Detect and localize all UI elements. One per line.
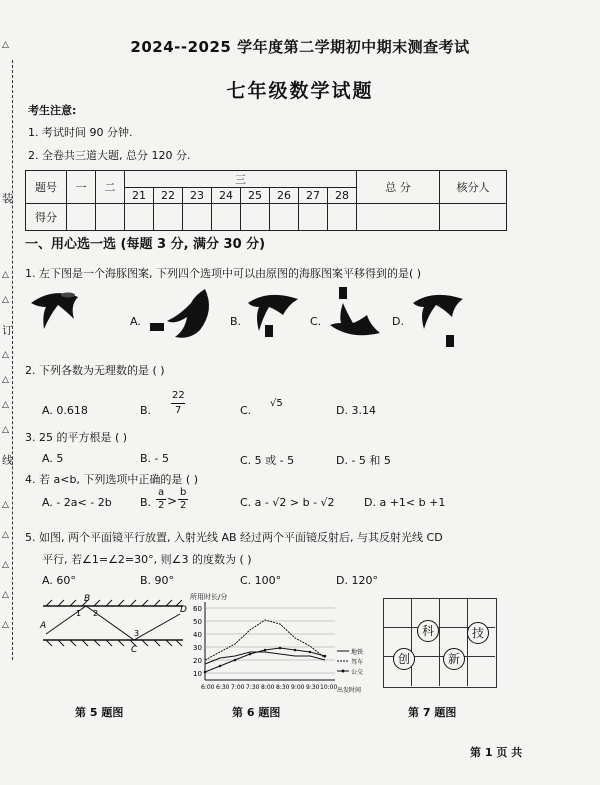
- char-circle: 技: [467, 622, 489, 644]
- question-stem-continued: 平行, 若∠1=∠2=30°, 则∠3 的度数为 ( ): [42, 553, 252, 566]
- table-header-cell: 二: [96, 171, 125, 204]
- point-label: B: [84, 594, 91, 604]
- angle-label: 3: [134, 629, 140, 638]
- series-point: [294, 649, 297, 652]
- triangle-mark: △: [2, 40, 9, 50]
- table-header-cell: 总 分: [357, 171, 440, 204]
- score-cell[interactable]: [328, 204, 357, 231]
- fraction-numerator: 22: [172, 390, 185, 401]
- option-d[interactable]: D. a +1< b +1: [364, 496, 446, 509]
- table-header-cell: 三: [125, 171, 357, 188]
- series-line: [205, 620, 325, 660]
- x-tick-label: 10:00: [320, 684, 338, 691]
- dolphin-original-image: [28, 285, 88, 345]
- score-cell[interactable]: [125, 204, 154, 231]
- option-c[interactable]: C.: [240, 404, 252, 417]
- y-tick-label: 60: [193, 605, 202, 613]
- section-heading: 一、用心选一选 (每题 3 分, 满分 30 分): [25, 237, 266, 252]
- exam-title: 2024--2025 学年度第二学期初中期末测查考试: [130, 38, 470, 56]
- table-row-label: 得分: [26, 204, 67, 231]
- angle-label: 2: [93, 609, 99, 618]
- triangle-mark: △: [2, 375, 9, 385]
- legend-marker: [342, 670, 345, 673]
- score-cell[interactable]: [270, 204, 299, 231]
- series-point: [249, 653, 252, 656]
- score-cell[interactable]: [440, 204, 507, 231]
- legend-label: 驾车: [351, 659, 364, 666]
- x-tick-label: 8:30: [276, 684, 290, 691]
- point-label: D: [180, 605, 187, 615]
- question-stem: 2. 下列各数为无理数的是 ( ): [25, 364, 165, 377]
- series-point: [279, 647, 282, 650]
- chart-y-title: 所用时长/分: [190, 593, 228, 601]
- y-tick-label: 30: [193, 644, 202, 652]
- figure-caption: 第 7 题图: [408, 706, 457, 719]
- dolphin-option-b-image[interactable]: [243, 285, 303, 345]
- x-tick-label: 8:00: [261, 684, 275, 691]
- table-subheader-cell: 24: [212, 188, 241, 204]
- page-number: 第 1 页 共: [470, 746, 523, 759]
- option-a[interactable]: A. 5: [42, 452, 64, 465]
- x-tick-label: 7:00: [231, 684, 245, 691]
- chart-series: [204, 620, 327, 673]
- table-header-cell: 一: [67, 171, 96, 204]
- triangle-mark: △: [2, 500, 9, 510]
- option-b-label[interactable]: B.: [230, 315, 242, 328]
- triangle-mark: △: [2, 270, 9, 280]
- note-item: 1. 考试时间 90 分钟.: [28, 126, 133, 139]
- table-subheader-cell: 22: [154, 188, 183, 204]
- score-cell[interactable]: [154, 204, 183, 231]
- x-axis-title: 出发时间: [337, 687, 362, 694]
- y-tick-label: 50: [193, 618, 202, 626]
- sqrt-value: √5: [270, 398, 283, 409]
- y-tick-label: 40: [193, 631, 202, 639]
- question-stem: 1. 左下图是一个海豚图案, 下列四个选项中可以由原图的海豚图案平移得到的是( ): [25, 267, 422, 280]
- notes-heading: 考生注意:: [28, 104, 77, 117]
- character-grid: [383, 598, 495, 686]
- binding-line: [12, 60, 13, 660]
- option-b[interactable]: B. 90°: [140, 574, 175, 587]
- option-b[interactable]: B.: [140, 496, 152, 509]
- fraction-denominator: 2: [180, 500, 187, 511]
- fraction-bar: [171, 403, 185, 404]
- dolphin-option-a-image[interactable]: [145, 285, 220, 345]
- table-subheader-cell: 28: [328, 188, 357, 204]
- option-d[interactable]: D. 120°: [336, 574, 378, 587]
- char-circle: 创: [393, 648, 415, 670]
- margin-word-ding: 订: [2, 324, 13, 337]
- table-subheader-cell: 25: [241, 188, 270, 204]
- x-tick-label: 6:30: [216, 684, 230, 691]
- table-subheader-cell: 23: [183, 188, 212, 204]
- option-d[interactable]: D. 3.14: [336, 404, 376, 417]
- legend-label: 地铁: [351, 649, 364, 656]
- figure-caption: 第 6 题图: [232, 706, 281, 719]
- point-label: A: [40, 621, 47, 631]
- series-point: [234, 659, 237, 662]
- option-a[interactable]: A. - 2a< - 2b: [42, 496, 112, 509]
- option-a-label[interactable]: A.: [130, 315, 141, 328]
- score-cell[interactable]: [96, 204, 125, 231]
- score-cell[interactable]: [67, 204, 96, 231]
- table-header-cell: 题号: [26, 171, 67, 204]
- question-stem: 5. 如图, 两个平面镜平行放置, 入射光线 AB 经过两个平面镜反射后, 与其反射光线 CD: [25, 531, 443, 544]
- fraction-denominator: 2: [158, 500, 165, 511]
- angle-label: 1: [76, 609, 82, 618]
- x-tick-label: 7:30: [246, 684, 260, 691]
- dolphin-option-d-image[interactable]: [408, 285, 468, 350]
- mirror-diagram: [38, 592, 188, 662]
- char-circle: 科: [417, 620, 439, 642]
- margin-word-xian: 线: [2, 454, 13, 467]
- option-b[interactable]: B. - 5: [140, 452, 170, 465]
- y-tick-label: 20: [193, 657, 202, 665]
- option-d[interactable]: D. - 5 和 5: [336, 454, 391, 467]
- score-cell[interactable]: [357, 204, 440, 231]
- greater-than-sign: >: [167, 494, 178, 508]
- triangle-mark: △: [2, 620, 9, 630]
- option-a[interactable]: A. 0.618: [42, 404, 88, 417]
- score-cell[interactable]: [299, 204, 328, 231]
- triangle-mark: △: [2, 350, 9, 360]
- option-c-label[interactable]: C.: [310, 315, 322, 328]
- paper-title: 七年级数学试题: [226, 80, 374, 102]
- triangle-mark: △: [2, 425, 9, 435]
- triangle-mark: △: [2, 590, 9, 600]
- option-d-label[interactable]: D.: [392, 315, 404, 328]
- table-subheader-cell: 21: [125, 188, 154, 204]
- question-stem: 4. 若 a<b, 下列选项中正确的是 ( ): [25, 473, 198, 486]
- triangle-mark: △: [2, 530, 9, 540]
- series-point: [219, 665, 222, 668]
- fraction-numerator: a: [158, 487, 165, 498]
- x-tick-label: 9:00: [291, 684, 305, 691]
- fraction-numerator: b: [180, 487, 187, 498]
- figure-caption: 第 5 题图: [75, 706, 124, 719]
- option-c[interactable]: C. 100°: [240, 574, 282, 587]
- commute-line-chart: [185, 600, 375, 695]
- light-ray: [46, 606, 180, 640]
- score-cell[interactable]: [183, 204, 212, 231]
- x-tick-label: 6:00: [201, 684, 215, 691]
- table-subheader-cell: 26: [270, 188, 299, 204]
- triangle-mark: △: [2, 400, 9, 410]
- point-label: C: [131, 645, 138, 655]
- char-circle: 新: [443, 648, 465, 670]
- table-subheader-cell: 27: [299, 188, 328, 204]
- series-point: [264, 649, 267, 652]
- series-point: [309, 651, 312, 654]
- y-tick-label: 10: [193, 670, 202, 678]
- option-a[interactable]: A. 60°: [42, 574, 76, 587]
- chart-grid: [205, 608, 335, 673]
- series-line: [205, 652, 325, 664]
- table-header-cell: 核分人: [440, 171, 507, 204]
- x-tick-label: 9:30: [306, 684, 320, 691]
- note-item: 2. 全卷共三道大题, 总分 120 分.: [28, 149, 191, 162]
- bottom-mirror: [43, 640, 183, 646]
- triangle-mark: △: [2, 295, 9, 305]
- triangle-mark: △: [2, 560, 9, 570]
- option-b[interactable]: B.: [140, 404, 152, 417]
- dolphin-option-c-image[interactable]: [325, 285, 385, 345]
- margin-word-zhuang: 装: [2, 192, 13, 205]
- option-c[interactable]: C. a - √2 > b - √2: [240, 496, 335, 509]
- fraction-denominator: 7: [175, 405, 182, 416]
- series-point: [204, 671, 207, 674]
- series-point: [324, 655, 327, 658]
- score-table: [25, 170, 507, 231]
- legend-label: 公交: [351, 669, 364, 676]
- option-c[interactable]: C. 5 或 - 5: [240, 454, 295, 467]
- score-cell[interactable]: [212, 204, 241, 231]
- score-cell[interactable]: [241, 204, 270, 231]
- top-mirror: [43, 600, 183, 606]
- question-stem: 3. 25 的平方根是 ( ): [25, 431, 128, 444]
